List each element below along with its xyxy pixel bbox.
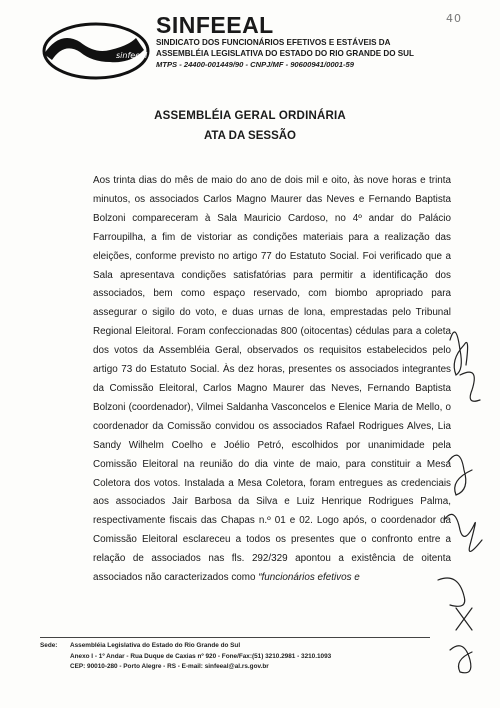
document-title: ASSEMBLÉIA GERAL ORDINÁRIA xyxy=(154,110,346,122)
footer-line-1: Assembléia Legislativa do Estado do Rio Grande do Sul xyxy=(70,642,241,649)
margin-signatures xyxy=(420,200,500,700)
signature-5 xyxy=(438,578,465,606)
footer-line-2: Anexo I - 1º Andar - Rua Duque de Caxias nº 920 - Fone/Fax:(51) 3210.2981 - 3210.1093 xyxy=(70,652,332,660)
signature-2 xyxy=(460,372,480,401)
document-subtitle: ATA DA SESSÃO xyxy=(203,130,296,142)
signature-3 xyxy=(448,455,472,495)
org-line-2: ASSEMBLÉIA LEGISLATIVA DO ESTADO DO RIO GRANDE DO SUL xyxy=(156,48,414,58)
footer-label: Sede: xyxy=(40,642,58,649)
footer-line-3: CEP: 90010-280 - Porto Alegre - RS - E-mail: sinfeeal@al.rs.gov.br xyxy=(70,663,269,670)
minutes-quote: “funcionários efetivos e xyxy=(258,572,360,584)
org-name: SINFEEAL xyxy=(156,12,274,38)
org-registration: MTPS - 24400-001449/90 - CNPJ/MF - 90600941/0001-59 xyxy=(156,60,354,69)
logo-text: sinfeeal xyxy=(116,51,148,60)
footer-address xyxy=(70,641,400,673)
minutes-body xyxy=(93,172,451,588)
letterhead xyxy=(40,12,460,92)
minutes-text: Aos trinta dias do mês de maio do ano de dois mil e oito, às nove horas e trinta minutos, os associados Carlos Magno Maurer das Neves e Fernando Baptista Bolzoni compareceram à Sala Mauricio Cardoso, no 4º andar do Palácio Farroupilha, a fim de vistoriar as condições materiais para a realização das eleições, conforme previsto no artigo 77 do Estatuto Social. Foi verificado que a Sala apresentava condições satisfatórias para permitir a identificação dos associados, bem como espaço reservado, com biombo apropriado para assegurar o sigilo do voto, e duas urnas de lona, emprestadas pelo Tribunal Regional Eleitoral. Foram confeccionadas 800 (oitocentas) cédulas para a coleta dos votos da Assembléia Geral, observados os requisitos estabelecidos pelo artigo 73 do Estatuto Social. Às dez horas, presentes os associados integrantes da Comissão Eleitoral, Carlos Magno Maurer das Neves, Fernando Baptista Bolzoni (coordenador), Vilmei Saldanha Vasconcelos e Elenice Maria de Mello, o coordenador da Comissão convidou os associados Rafael Rodrigues Alves, Lia Sandy Wilhelm Coelho e Joélio Petró, escolhidos por unanimidade pela Comissão Eleitoral na reunião do dia vinte de maio, para constituir a Mesa Coletora dos votos. Instalada a Mesa Coletora, foram entregues as credenciais aos associados Jair Barbosa da Silva e Luiz Henrique Rodrigues Palma, respectivamente fiscais das Chapas n.º 01 e 02. Logo após, o coordenador da Comissão Eleitoral esclareceu a todos os presentes que o confronto entre a relação de associados nas fls. 292/329 apontou a existência de oitenta associados não caracterizados como xyxy=(93,175,451,584)
signature-4 xyxy=(444,514,482,551)
org-line-1: SINDICATO DOS FUNCIONÁRIOS EFETIVOS E ESTÁVEIS DA xyxy=(156,38,391,47)
signature-6 xyxy=(456,608,472,630)
sinfeeal-logo xyxy=(40,20,150,82)
org-block xyxy=(156,12,456,70)
signature-7 xyxy=(450,646,472,673)
footer-rule xyxy=(40,637,430,638)
page-number: 40 xyxy=(446,12,462,25)
signature-1 xyxy=(450,332,468,375)
